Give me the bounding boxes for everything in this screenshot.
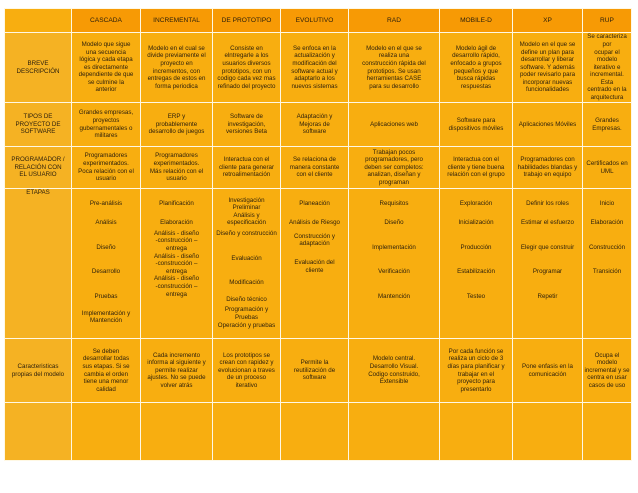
cell-tipos-rup: Grandes Empresas. bbox=[583, 103, 632, 147]
stage-item: Inicio bbox=[599, 199, 615, 207]
stage-item: Análisis - diseño -construcción – entrega bbox=[153, 229, 200, 252]
cell-programador-incremental: Programadores experimentados. Más relación con el usuario bbox=[141, 147, 213, 189]
row-programador bbox=[5, 147, 632, 189]
cell-descripcion-rad: Modelo en el que se realiza una construcción rápida del prototipos. Se usan herramientas CASE para su desarrollo bbox=[349, 33, 440, 103]
stage-item: Análisis - diseño -construcción – entrega bbox=[153, 252, 200, 275]
stage-item: Evaluación bbox=[231, 254, 262, 262]
stage-item: Transición bbox=[592, 268, 622, 276]
cell-etapas-xp bbox=[513, 189, 583, 339]
cell-caracteristicas-mobile-d: Por cada función se realiza un ciclo de 3 días para planificar y trabajar en el proyecto para presentarlo bbox=[440, 339, 513, 403]
header-prototipo: DE PROTOTIPO bbox=[213, 9, 281, 33]
stage-item: Elaboración bbox=[590, 219, 624, 227]
cell-etapas-mobile-d bbox=[440, 189, 513, 339]
header-cascada: CASCADA bbox=[72, 9, 141, 33]
stage-item: Análisis - diseño -construcción – entrega bbox=[153, 275, 200, 298]
row-label-etapas: ETAPAS bbox=[5, 189, 72, 339]
stage-item: Diseño técnico bbox=[226, 295, 267, 303]
row-label-tipos: TIPOS DE PROYECTO DE SOFTWARE bbox=[5, 103, 72, 147]
cell-tipos-evolutivo: Adaptación y Mejoras de software bbox=[281, 103, 349, 147]
stage-item: Construcción bbox=[588, 243, 626, 251]
stage-item: Inicialización bbox=[458, 219, 494, 227]
cell-tipos-rad: Aplicaciones web bbox=[349, 103, 440, 147]
stage-list-rup bbox=[583, 197, 631, 276]
stage-item: Estimar el esfuerzo bbox=[521, 219, 574, 227]
cell-caracteristicas-prototipo: Los prototipos se crean con rapidez y evolucionan a traves de un proceso iterativo bbox=[213, 339, 281, 403]
stage-item: Requisitos bbox=[379, 199, 409, 207]
stage-list-xp bbox=[513, 197, 582, 301]
row-label-caracteristicas: Caracteristicas propias del modelo bbox=[5, 339, 72, 403]
cell-etapas-evolutivo bbox=[281, 189, 349, 339]
row-label-descripcion: BREVE DESCRIPCIÓN bbox=[5, 33, 72, 103]
stage-item: Diseño bbox=[96, 243, 116, 251]
cell-programador-rup: Certificados en UML bbox=[583, 147, 632, 189]
empty-cell bbox=[213, 403, 281, 461]
stage-item: Diseño bbox=[384, 219, 404, 227]
stage-item: Operación y pruebas bbox=[217, 321, 276, 329]
stage-item: Modificación bbox=[229, 279, 264, 287]
cell-programador-prototipo: Interactua con el cliente para generar retroalimentación bbox=[213, 147, 281, 189]
stage-item: Programación y Pruebas bbox=[224, 306, 269, 321]
stage-item: Diseño y construcción bbox=[216, 229, 277, 237]
stage-item: Testeo bbox=[466, 292, 486, 300]
row-empty bbox=[5, 403, 632, 461]
stage-item: Pre-análisis bbox=[89, 199, 123, 207]
row-descripcion bbox=[5, 33, 632, 103]
cell-etapas-rad bbox=[349, 189, 440, 339]
cell-programador-rad: Trabajan pocos programadores, pero deben ser completos: analizan, diseñan y programan bbox=[349, 147, 440, 189]
stage-item: Implementación bbox=[372, 243, 416, 251]
row-caracteristicas bbox=[5, 339, 632, 403]
stage-item: Elegir que construir bbox=[520, 243, 575, 251]
cell-descripcion-cascada: Modelo que sigue una secuencia lógica y cada etapa es directamente dependiente de que se culmine la anterior bbox=[72, 33, 141, 103]
cell-tipos-xp: Aplicaciones Móviles bbox=[513, 103, 583, 147]
stage-item: Construcción y adaptación bbox=[294, 232, 335, 248]
stage-list-prototipo bbox=[213, 197, 280, 330]
cell-caracteristicas-rup: Ocupa el modelo incremental y se centra en usar casos de uso bbox=[583, 339, 632, 403]
cell-programador-xp: Programadores con habilidades blandas y trabajo en equipo bbox=[513, 147, 583, 189]
cell-etapas-prototipo bbox=[213, 189, 281, 339]
stage-item: Planeación bbox=[299, 199, 330, 207]
cell-caracteristicas-incremental: Cada incremento informa al siguiente y permite realizar ajustes. No se puede volver atrás bbox=[141, 339, 213, 403]
empty-cell bbox=[349, 403, 440, 461]
stage-list-rad bbox=[349, 197, 439, 301]
stage-item: Análisis y especificación bbox=[227, 211, 266, 227]
cell-etapas-incremental bbox=[141, 189, 213, 339]
models-comparison-table bbox=[4, 8, 632, 461]
stage-list-incremental bbox=[141, 197, 212, 299]
stage-item: Análisis de Riesgo bbox=[289, 219, 340, 227]
header-incremental: INCREMENTAL bbox=[141, 9, 213, 33]
stage-list-mobile-d bbox=[440, 197, 512, 301]
cell-caracteristicas-cascada: Se deben desarrollar todas sus etapas. Si se cambia el orden tiene una menor calidad bbox=[72, 339, 141, 403]
stage-item: Análisis bbox=[95, 219, 117, 227]
empty-cell bbox=[440, 403, 513, 461]
stage-item: Producción bbox=[460, 243, 492, 251]
header-xp: XP bbox=[513, 9, 583, 33]
cell-caracteristicas-evolutivo: Permite la reutilización de software bbox=[281, 339, 349, 403]
cell-descripcion-incremental: Modelo en el cual se divide previamente el proyecto en incrementos, con entregas de estos en forma periodica bbox=[141, 33, 213, 103]
row-etapas bbox=[5, 189, 632, 339]
cell-etapas-cascada bbox=[72, 189, 141, 339]
cell-caracteristicas-rad: Modelo central. Desarrollo Visual. Codigo construido, Extensible bbox=[349, 339, 440, 403]
empty-cell bbox=[141, 403, 213, 461]
stage-item: Implementación y Mantención bbox=[81, 309, 131, 325]
cell-descripcion-prototipo: Consiste en elntregarle a los usuarios diversos prototipos, con un codigo cada vez mas refinado del proyecto bbox=[213, 33, 281, 103]
header-mobile-d: MOBILE-D bbox=[440, 9, 513, 33]
stage-item: Verificación bbox=[378, 268, 410, 276]
empty-cell bbox=[5, 403, 72, 461]
stage-item: Planificación bbox=[159, 199, 194, 207]
row-tipos bbox=[5, 103, 632, 147]
empty-cell bbox=[72, 403, 141, 461]
row-label-programador: PROGRAMADOR / RELACIÓN CON EL USUARIO bbox=[5, 147, 72, 189]
header-rup: RUP bbox=[583, 9, 632, 33]
empty-cell bbox=[281, 403, 349, 461]
cell-programador-cascada: Programadores experimentados. Poca relación con el usuario bbox=[72, 147, 141, 189]
header-row bbox=[5, 9, 632, 33]
cell-descripcion-evolutivo: Se enfoca en la actualización y modificación del software actual y adaptarlo a los nuevos sistemas bbox=[281, 33, 349, 103]
stage-item: Programar bbox=[532, 268, 563, 276]
header-corner-cell bbox=[5, 9, 72, 33]
stage-item: Repetir bbox=[537, 292, 558, 300]
cell-tipos-mobile-d: Software para dispositivos móviles bbox=[440, 103, 513, 147]
stage-item: Mantención bbox=[378, 292, 410, 300]
empty-cell bbox=[583, 403, 632, 461]
header-evolutivo: EVOLUTIVO bbox=[281, 9, 349, 33]
cell-descripcion-xp: Modelo en el que se define un plan para desarrollar y liberar software. Y además poder revisarlo para incorporar nuevas funcionalidades bbox=[513, 33, 583, 103]
cell-descripcion-rup: Se caracteriza por ocupar el modelo iterativo e incremental. Esta centrado en la arquitectura bbox=[583, 33, 632, 103]
stage-list-cascada bbox=[72, 197, 140, 325]
header-rad: RAD bbox=[349, 9, 440, 33]
stage-item: Exploración bbox=[459, 199, 493, 207]
cell-descripcion-mobile-d: Modelo ágil de desarrollo rápido, enfocado a grupos pequeños y que busca rápidas respuestas bbox=[440, 33, 513, 103]
stage-item: Evaluación del cliente bbox=[294, 258, 335, 274]
stage-item: Pruebas bbox=[94, 292, 118, 300]
stage-item: Estabilización bbox=[457, 268, 495, 276]
empty-cell bbox=[513, 403, 583, 461]
stage-item: Definir los roles bbox=[526, 199, 569, 207]
cell-tipos-cascada: Grandes empresas, proyectos gubernamentales o militares bbox=[72, 103, 141, 147]
cell-programador-evolutivo: Se relaciona de manera constante con el cliente bbox=[281, 147, 349, 189]
stage-item: Desarrollo bbox=[91, 268, 121, 276]
stage-list-evolutivo bbox=[281, 197, 348, 275]
cell-tipos-incremental: ERP y probablemente desarrollo de juegos bbox=[141, 103, 213, 147]
cell-caracteristicas-xp: Pone enfasis en la comunicación bbox=[513, 339, 583, 403]
cell-etapas-rup bbox=[583, 189, 632, 339]
stage-item: Investigación Preliminar bbox=[228, 196, 265, 212]
cell-tipos-prototipo: Software de investigación, versiones Beta bbox=[213, 103, 281, 147]
cell-programador-mobile-d: Interactua con el cliente y tiene buena relación con el grupo bbox=[440, 147, 513, 189]
stage-item: Elaboración bbox=[160, 219, 193, 227]
